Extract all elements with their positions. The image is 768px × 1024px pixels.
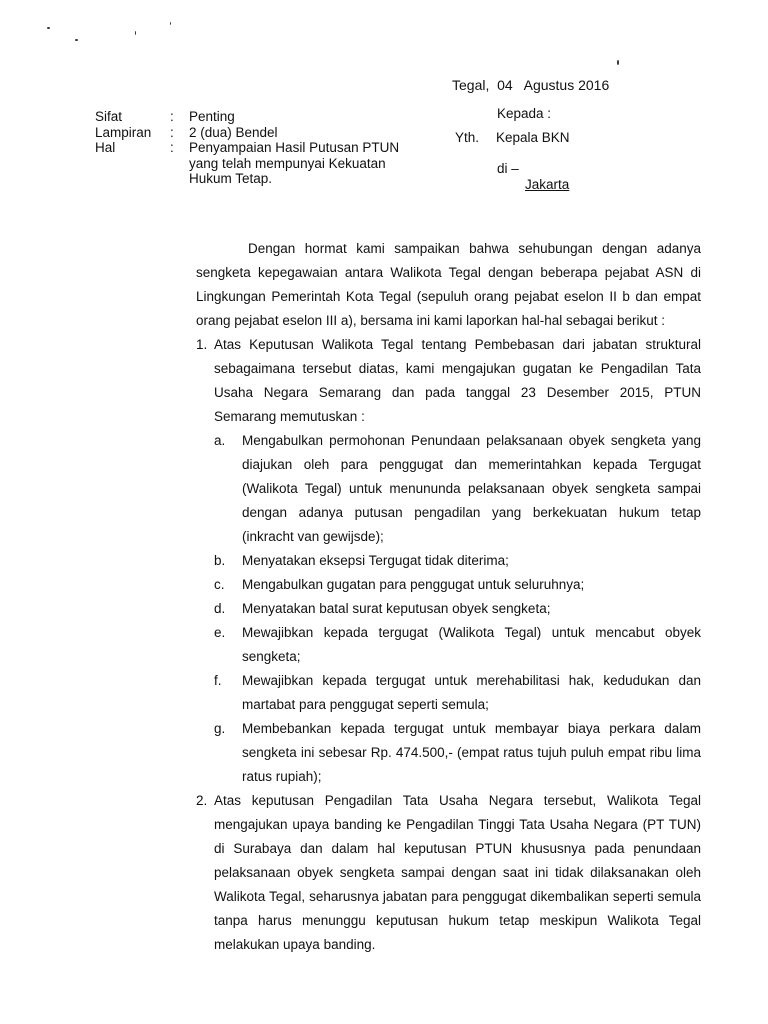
- meta-colon: :: [170, 140, 174, 155]
- item-number: 2.: [196, 793, 208, 808]
- meta-label: Lampiran: [95, 124, 152, 140]
- recipient-kepada: Kepada :: [497, 106, 552, 121]
- sub-item-e: [214, 621, 701, 669]
- meta-row-sifat: [95, 109, 409, 125]
- meta-value: Penyampaian Hasil Putusan PTUN yang telah mempunyai Kekuatan Hukum Tetap.: [189, 140, 400, 186]
- item-content: [214, 333, 701, 789]
- recipient-line: [455, 130, 570, 145]
- meta-row-lampiran: [95, 125, 409, 141]
- sub-item-a: [214, 429, 701, 549]
- meta-value: 2 (dua) Bendel: [189, 124, 278, 140]
- list-item-2: [196, 789, 701, 957]
- sub-text: Mewajibkan kepada tergugat (Walikota Tegal) untuk mencabut obyek sengketa;: [242, 625, 701, 664]
- letter-body: [196, 237, 701, 957]
- letter-meta: [95, 109, 409, 187]
- recipient-di: di –: [497, 161, 519, 176]
- sub-letter: b.: [214, 553, 226, 568]
- scan-speck: [75, 39, 78, 41]
- list-item-1: [196, 333, 701, 789]
- recipient-place: Jakarta: [525, 177, 570, 192]
- meta-label: Sifat: [95, 109, 123, 124]
- sub-text: Mewajibkan kepada tergugat untuk merehabilitasi hak, kedudukan dan martabat para penggugat seperti semula;: [242, 673, 701, 712]
- item-text: Atas keputusan Pengadilan Tata Usaha Negara tersebut, Walikota Tegal mengajukan upaya banding ke Pengadilan Tinggi Tata Usaha Negara (PT TUN) di Surabaya dan dalam hal keputusan PTUN khususnya pada penundaan pelaksanaan obyek sengketa sampai dengan saat ini tidak dilaksanakan oleh Walikota Tegal, seharusnya jabatan para penggugat dikembalikan seperti semula tanpa harus menunggu keputusan hukum tetap meskipun Walikota Tegal melakukan upaya banding.: [214, 793, 701, 952]
- recipient-name: Kepala BKN: [496, 130, 570, 145]
- sub-text: Membebankan kepada tergugat untuk membayar biaya perkara dalam sengketa ini sebesar Rp. 474.500,- (empat ratus tujuh puluh empat ribu lima ratus rupiah);: [242, 721, 701, 784]
- sub-letter: a.: [214, 433, 226, 448]
- sub-letter: g.: [214, 721, 226, 736]
- meta-row-hal: [95, 140, 409, 187]
- meta-label: Hal: [95, 140, 116, 155]
- sub-item-f: [214, 669, 701, 717]
- scan-speck: [170, 22, 171, 25]
- item-number: 1.: [196, 337, 208, 352]
- letter-date: Tegal, 04 Agustus 2016: [452, 77, 610, 93]
- scan-speck: [135, 31, 136, 35]
- scan-speck: [617, 60, 619, 65]
- sub-letter: f.: [214, 673, 222, 688]
- sub-letter: c.: [214, 577, 225, 592]
- sub-text: Menyatakan eksepsi Tergugat tidak diterima;: [242, 553, 509, 568]
- scan-speck: [47, 27, 50, 29]
- sub-item-b: [214, 549, 701, 573]
- sub-letter: e.: [214, 625, 226, 640]
- meta-value: Penting: [189, 109, 235, 124]
- recipient-yth: Yth.: [455, 130, 480, 145]
- sub-letter: d.: [214, 601, 226, 616]
- meta-colon: :: [170, 109, 174, 124]
- sub-text: Menyatakan batal surat keputusan obyek sengketa;: [242, 601, 551, 616]
- sub-text: Mengabulkan gugatan para penggugat untuk seluruhnya;: [242, 577, 585, 592]
- sub-list: [214, 429, 701, 789]
- meta-colon: :: [170, 124, 174, 140]
- sub-text: Mengabulkan permohonan Penundaan pelaksanaan obyek sengketa yang diajukan oleh para penggugat dan memerintahkan kepada Tergugat (Walikota Tegal) untuk menununda pelaksanaan obyek sengketa sampai dengan adanya putusan pengadilan yang berkekuatan hukum tetap (inkracht van gewijsde);: [242, 433, 701, 544]
- sub-item-c: [214, 573, 701, 597]
- sub-item-g: [214, 717, 701, 789]
- sub-item-d: [214, 597, 701, 621]
- item-text: Atas Keputusan Walikota Tegal tentang Pembebasan dari jabatan struktural sebagaimana tersebut diatas, kami mengajukan gugatan ke Pengadilan Tata Usaha Negara Semarang dan pada tanggal 23 Desember 2015, PTUN Semarang memutuskan :: [214, 337, 701, 424]
- intro-paragraph: Dengan hormat kami sampaikan bahwa sehubungan dengan adanya sengketa kepegawaian antara Walikota Tegal dengan beberapa pejabat ASN di Lingkungan Pemerintah Kota Tegal (sepuluh orang pejabat eselon II b dan empat orang pejabat eselon III a), bersama ini kami laporkan hal-hal sebagai berikut :: [196, 241, 701, 328]
